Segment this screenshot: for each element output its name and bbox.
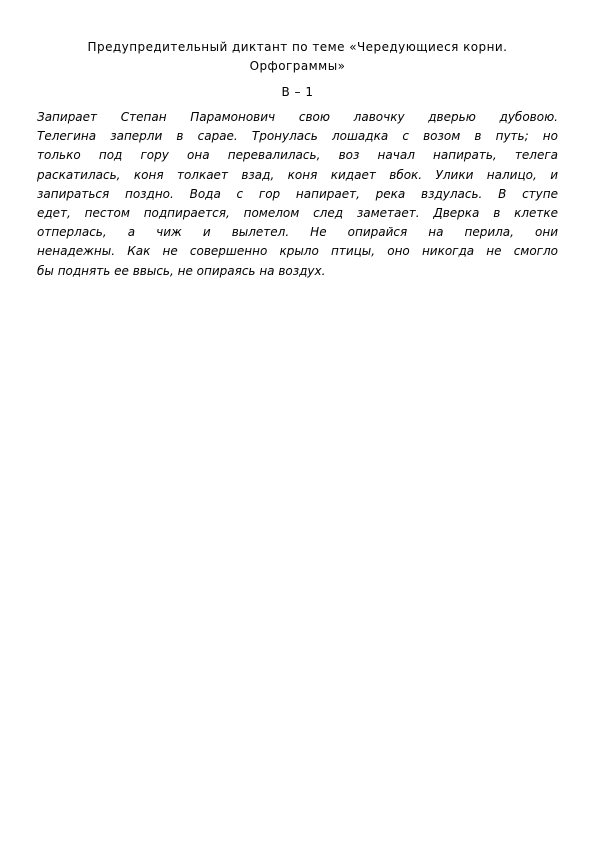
text-line: едет, пестом подпирается, помелом след заметает. Дверка в клетке [37, 205, 558, 220]
text-line: Запирает Степан Парамонович свою лавочку дверью дубовою. [37, 110, 558, 124]
text-line: бы поднять ее ввысь, не опираясь на воздух. [37, 263, 326, 278]
text-line: Телегина заперли в сарае. Тронулась лошадка с возом в путь; но [37, 129, 558, 144]
variant-label: В – 1 [281, 85, 314, 99]
text-line: раскатилась, коня толкает взад, коня кидает вбок. Улики налицо, и [37, 167, 558, 182]
text-line: запираться поздно. Вода с гор напирает, река вздулась. В ступе [37, 186, 558, 201]
text-line: отперлась, а чиж и вылетел. Не опирайся на перила, они [37, 225, 558, 240]
text-line: ненадежны. Как не совершенно крыло птицы, оно никогда не смогло [37, 244, 558, 259]
title-line-2: Орфограммы» [249, 59, 346, 73]
dictation-text [37, 108, 558, 281]
title-line-1: Предупредительный диктант по теме «Чередующиеся корни. [87, 40, 508, 54]
text-line: только под гору она перевалилась, воз начал напирать, телега [37, 148, 558, 163]
document-title [30, 38, 565, 76]
